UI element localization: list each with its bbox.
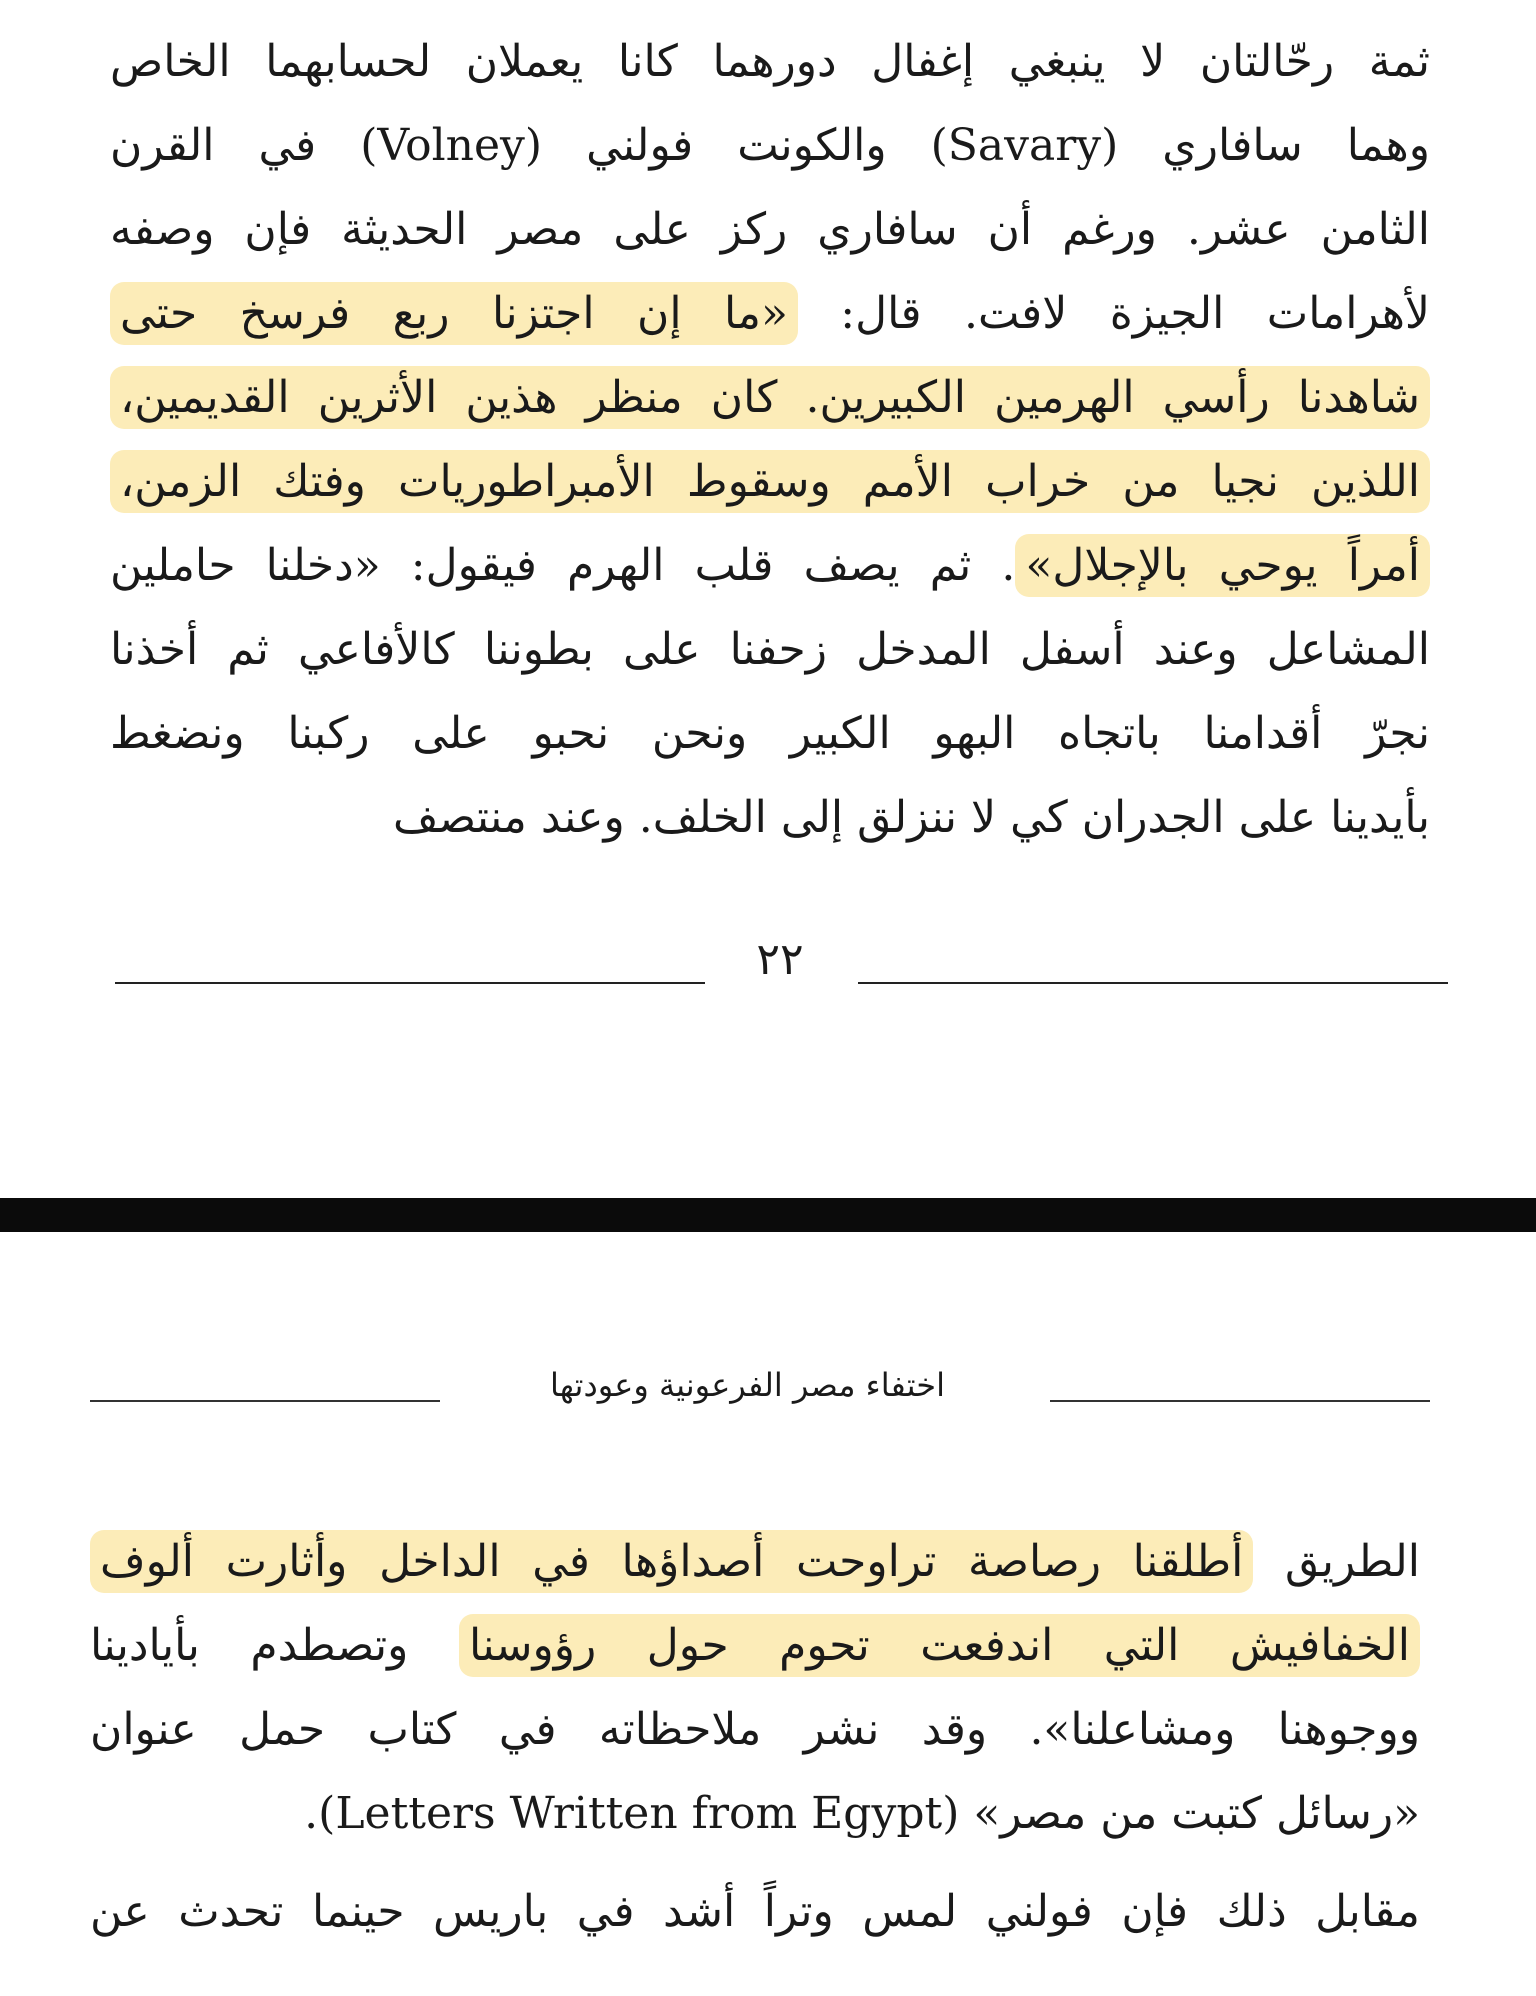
page-number-footer xyxy=(0,930,1536,990)
text-line xyxy=(110,272,1430,356)
text-line: ثمة رحّالتان لا ينبغي إغفال دورهما كانا يعملان لحسابهما الخاص xyxy=(110,36,1430,87)
highlighted-text: الخفافيش التي اندفعت تحوم حول رؤوسنا xyxy=(459,1614,1420,1677)
text-line xyxy=(90,1520,1420,1604)
bottom-body-text xyxy=(90,1520,1420,1954)
text-line: «رسائل كتبت من مصر» (Letters Written from Egypt). xyxy=(304,1788,1420,1839)
text-segment: . ثم يصف قلب الهرم فيقول: «دخلنا حاملين xyxy=(110,540,1016,591)
page-separator xyxy=(0,1198,1536,1232)
text-line: مقابل ذلك فإن فولني لمس وتراً أشد في باريس حينما تحدث عن xyxy=(90,1886,1420,1937)
top-body-text xyxy=(110,20,1430,860)
page-number: ٢٢ xyxy=(756,934,804,985)
text-line: بأيدينا على الجدران كي لا ننزلق إلى الخلف. وعند منتصف xyxy=(393,792,1430,843)
header-rule xyxy=(1050,1400,1430,1402)
text-line xyxy=(110,356,1430,440)
running-head xyxy=(90,1360,1430,1410)
footer-rule xyxy=(858,982,1448,984)
highlighted-text: أمراً يوحي بالإجلال» xyxy=(1015,534,1430,597)
text-segment: لأهرامات الجيزة لافت. قال: xyxy=(797,288,1430,339)
running-head-title: اختفاء مصر الفرعونية وعودتها xyxy=(550,1366,945,1404)
text-line: ووجوهنا ومشاعلنا». وقد نشر ملاحظاته في كتاب حمل عنوان xyxy=(90,1704,1420,1755)
highlighted-text: شاهدنا رأسي الهرمين الكبيرين. كان منظر هذين الأثرين القديمين، xyxy=(110,366,1430,429)
text-line: الثامن عشر. ورغم أن سافاري ركز على مصر الحديثة فإن وصفه xyxy=(110,204,1430,255)
text-line: وهما سافاري (Savary) والكونت فولني (Volney) في القرن xyxy=(110,120,1430,171)
text-line xyxy=(110,524,1430,608)
highlighted-text: اللذين نجيا من خراب الأمم وسقوط الأمبراطوريات وفتك الزمن، xyxy=(110,450,1430,513)
highlighted-text: «ما إن اجتزنا ربع فرسخ حتى xyxy=(110,282,798,345)
text-segment: الطريق xyxy=(1253,1536,1421,1587)
header-rule xyxy=(90,1400,440,1402)
text-line xyxy=(90,1604,1420,1688)
text-line: المشاعل وعند أسفل المدخل زحفنا على بطوننا كالأفاعي ثم أخذنا xyxy=(110,624,1430,675)
text-line xyxy=(110,440,1430,524)
highlighted-text: أطلقنا رصاصة تراوحت أصداؤها في الداخل وأثارت ألوف xyxy=(90,1530,1253,1593)
text-segment: وتصطدم بأيادينا xyxy=(90,1620,459,1671)
footer-rule xyxy=(115,982,705,984)
text-line: نجرّ أقدامنا باتجاه البهو الكبير ونحن نحبو على ركبنا ونضغط xyxy=(110,708,1430,759)
